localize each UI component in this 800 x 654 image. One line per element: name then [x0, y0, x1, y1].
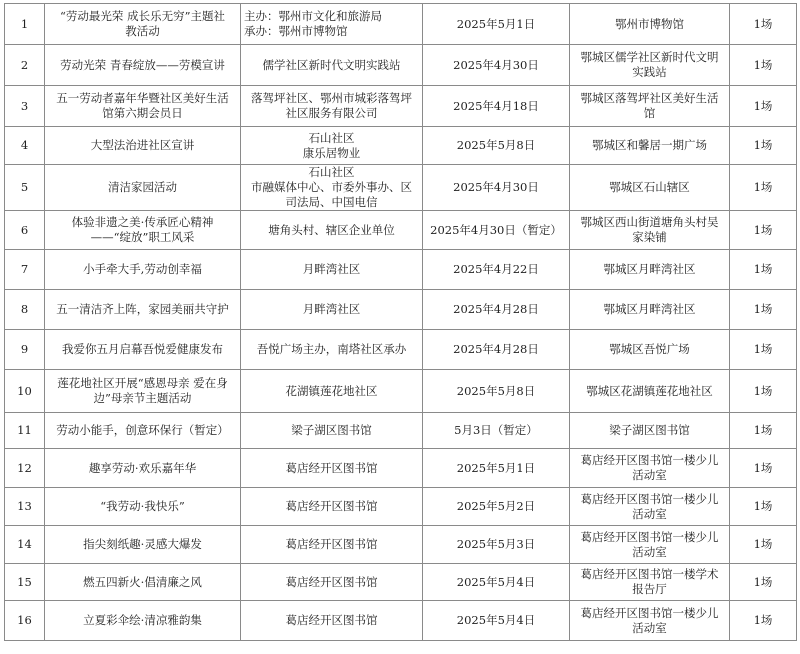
row-number-cell: 5 — [5, 165, 45, 211]
organizer-cell-line: 月畔湾社区 — [302, 302, 361, 316]
venue-cell — [570, 601, 730, 641]
row-number-cell: 15 — [5, 564, 45, 601]
session-count-cell: 1场 — [730, 127, 797, 165]
table-row — [5, 564, 797, 601]
date-cell: 2025年5月8日 — [423, 370, 570, 413]
session-count-cell: 1场 — [730, 526, 797, 564]
venue-cell-line: 葛店经开区图书馆一楼少儿 — [580, 529, 719, 544]
session-count-cell: 1场 — [730, 165, 797, 211]
date-cell: 2025年4月30日 — [423, 165, 570, 211]
organizer-cell — [241, 127, 423, 165]
activity-name-cell — [45, 127, 241, 165]
activity-name-cell — [45, 370, 241, 413]
row-number-cell: 9 — [5, 330, 45, 370]
venue-cell — [570, 4, 730, 45]
session-count-cell: 1场 — [730, 601, 797, 641]
activity-name-cell-line: 五一劳动者嘉年华暨社区美好生活 — [56, 91, 229, 105]
row-number-cell: 10 — [5, 370, 45, 413]
activity-name-cell-line: 我爱你五月启幕吾悦爱健康发布 — [62, 342, 223, 356]
organizer-cell-line: 司法局、中国电信 — [285, 195, 378, 209]
session-count-cell: 1场 — [730, 86, 797, 127]
organizer-cell-line: 市融媒体中心、市委外事办、区 — [251, 180, 412, 194]
activity-name-cell-line: 劳动光荣 青春绽放——劳模宣讲 — [60, 57, 225, 72]
venue-cell-line: 鄂城区月畔湾社区 — [603, 262, 696, 276]
organizer-cell — [241, 601, 423, 641]
organizer-cell-line: 塘角头村、辖区企业单位 — [268, 222, 395, 237]
venue-cell — [570, 211, 730, 250]
table-row — [5, 165, 797, 211]
venue-cell-line: 活动室 — [632, 620, 667, 635]
activity-name-cell-line: “劳动最光荣 成长乐无穷”主题社 — [60, 9, 225, 23]
row-number-cell: 11 — [5, 413, 45, 449]
organizer-cell — [241, 449, 423, 488]
activity-name-cell-line: 教活动 — [125, 24, 160, 38]
activity-name-cell — [45, 211, 241, 250]
date-cell: 2025年5月1日 — [423, 4, 570, 45]
organizer-cell — [241, 488, 423, 526]
row-number-cell: 7 — [5, 250, 45, 290]
table-row — [5, 250, 797, 290]
row-number-cell: 16 — [5, 601, 45, 641]
venue-cell — [570, 45, 730, 86]
activity-name-cell — [45, 4, 241, 45]
session-count-cell: 1场 — [730, 4, 797, 45]
venue-cell-line: 鄂城区花湖镇莲花地社区 — [586, 383, 713, 398]
activity-name-cell-line: ——“绽放”职工风采 — [90, 230, 195, 244]
venue-cell — [570, 290, 730, 330]
organizer-cell-line: 落驾坪社区、鄂州市城彩落驾坪 — [251, 91, 412, 105]
organizer-cell-line: 葛店经开区图书馆 — [285, 460, 378, 475]
table-row — [5, 290, 797, 330]
table-row — [5, 127, 797, 165]
session-count-cell: 1场 — [730, 45, 797, 86]
activity-name-cell-line: 清洁家园活动 — [108, 180, 177, 194]
schedule-table-body — [5, 4, 797, 641]
venue-cell — [570, 564, 730, 601]
table-row — [5, 211, 797, 250]
row-number-cell: 12 — [5, 449, 45, 488]
organizer-cell-line: 康乐居物业 — [302, 145, 361, 160]
activity-name-cell — [45, 564, 241, 601]
venue-cell-line: 鄂城区西山街道塘角头村吴 — [580, 215, 719, 229]
activity-name-cell-line: 小手牵大手,劳动创幸福 — [83, 262, 202, 276]
organizer-cell-line: 花湖镇莲花地社区 — [285, 383, 378, 398]
row-number-cell: 13 — [5, 488, 45, 526]
activity-name-cell-line: 馆第六期会员日 — [102, 106, 183, 120]
table-row — [5, 370, 797, 413]
organizer-cell — [241, 45, 423, 86]
venue-cell-line: 实践站 — [632, 65, 667, 79]
row-number-cell: 2 — [5, 45, 45, 86]
venue-cell — [570, 488, 730, 526]
venue-cell — [570, 449, 730, 488]
table-row — [5, 449, 797, 488]
activity-name-cell-line: 立夏彩伞绘·清凉雅韵集 — [83, 613, 202, 627]
session-count-cell: 1场 — [730, 370, 797, 413]
activity-name-cell — [45, 250, 241, 290]
row-number-cell: 1 — [5, 4, 45, 45]
organizer-cell — [241, 413, 423, 449]
session-count-cell: 1场 — [730, 250, 797, 290]
venue-cell-line: 葛店经开区图书馆一楼少儿 — [580, 491, 719, 506]
organizer-cell — [241, 86, 423, 127]
organizer-cell — [241, 4, 423, 45]
organizer-cell-line: 承办：鄂州市博物馆 — [244, 24, 348, 38]
venue-cell-line: 活动室 — [632, 468, 667, 482]
venue-cell-line: 鄂城区吾悦广场 — [609, 342, 690, 356]
table-row — [5, 488, 797, 526]
organizer-cell-line: 吾悦广场主办，南塔社区承办 — [256, 342, 407, 356]
activity-name-cell — [45, 86, 241, 127]
venue-cell — [570, 127, 730, 165]
venue-cell — [570, 526, 730, 564]
venue-cell-line: 报告厅 — [632, 582, 667, 596]
table-row — [5, 86, 797, 127]
session-count-cell: 1场 — [730, 290, 797, 330]
activity-name-cell-line: 劳动小能手，创意环保行（暂定） — [56, 423, 229, 437]
date-cell: 5月3日（暂定） — [423, 413, 570, 449]
venue-cell — [570, 86, 730, 127]
table-row — [5, 4, 797, 45]
session-count-cell: 1场 — [730, 330, 797, 370]
venue-cell — [570, 165, 730, 211]
venue-cell-line: 葛店经开区图书馆一楼学术 — [580, 567, 719, 581]
activity-name-cell — [45, 601, 241, 641]
row-number-cell: 14 — [5, 526, 45, 564]
venue-cell-line: 鄂城区儒学社区新时代文明 — [580, 50, 719, 64]
row-number-cell: 3 — [5, 86, 45, 127]
activity-name-cell-line: 指尖刻纸趣·灵感大爆发 — [83, 537, 202, 551]
organizer-cell-line: 葛店经开区图书馆 — [285, 574, 378, 589]
activity-name-cell — [45, 165, 241, 211]
venue-cell-line: 鄂城区石山辖区 — [609, 180, 690, 194]
activity-name-cell — [45, 526, 241, 564]
date-cell: 2025年4月30日（暂定） — [423, 211, 570, 250]
table-row — [5, 601, 797, 641]
venue-cell-line: 鄂州市博物馆 — [615, 16, 684, 31]
organizer-cell-line: 梁子湖区图书馆 — [291, 423, 372, 437]
organizer-cell — [241, 330, 423, 370]
venue-cell — [570, 330, 730, 370]
session-count-cell: 1场 — [730, 449, 797, 488]
activity-name-cell-line: 大型法治进社区宣讲 — [90, 138, 195, 152]
table-row — [5, 413, 797, 449]
venue-cell — [570, 370, 730, 413]
organizer-cell-line: 葛店经开区图书馆 — [285, 613, 378, 627]
date-cell: 2025年5月4日 — [423, 564, 570, 601]
date-cell: 2025年5月3日 — [423, 526, 570, 564]
date-cell: 2025年4月22日 — [423, 250, 570, 290]
activity-name-cell — [45, 449, 241, 488]
organizer-cell-line: 葛店经开区图书馆 — [285, 499, 378, 513]
organizer-cell — [241, 165, 423, 211]
activity-name-cell — [45, 413, 241, 449]
activity-name-cell-line: 趣享劳动·欢乐嘉年华 — [88, 460, 197, 475]
row-number-cell: 8 — [5, 290, 45, 330]
venue-cell-line: 鄂城区月畔湾社区 — [603, 302, 696, 316]
venue-cell-line: 鄂城区落驾坪社区美好生活 — [580, 91, 719, 105]
date-cell: 2025年5月4日 — [423, 601, 570, 641]
activity-name-cell — [45, 45, 241, 86]
venue-cell-line: 梁子湖区图书馆 — [609, 423, 690, 437]
activity-name-cell-line: 体验非遗之美·传承匠心精神 — [71, 215, 214, 229]
activity-name-cell-line: 边”母亲节主题活动 — [93, 391, 192, 405]
activity-name-cell-line: 五一清洁齐上阵，家园美丽共守护 — [56, 302, 229, 316]
activity-name-cell-line: 燃五四新火·倡清廉之风 — [83, 574, 202, 589]
table-row — [5, 45, 797, 86]
venue-cell-line: 葛店经开区图书馆一楼少儿 — [580, 453, 719, 467]
activity-schedule-sheet — [4, 3, 796, 641]
venue-cell — [570, 413, 730, 449]
session-count-cell: 1场 — [730, 211, 797, 250]
organizer-cell — [241, 290, 423, 330]
organizer-cell-line: 儒学社区新时代文明实践站 — [262, 57, 401, 72]
session-count-cell: 1场 — [730, 488, 797, 526]
venue-cell-line: 葛店经开区图书馆一楼少儿 — [580, 605, 719, 620]
organizer-cell — [241, 250, 423, 290]
activity-name-cell-line: 莲花地社区开展“感恩母亲 爱在身 — [57, 376, 228, 390]
row-number-cell: 4 — [5, 127, 45, 165]
venue-cell-line: 馆 — [643, 106, 656, 120]
date-cell: 2025年5月2日 — [423, 488, 570, 526]
table-row — [5, 526, 797, 564]
venue-cell-line: 家染铺 — [632, 230, 667, 244]
organizer-cell — [241, 370, 423, 413]
date-cell: 2025年5月8日 — [423, 127, 570, 165]
venue-cell-line: 鄂城区和馨居一期广场 — [592, 138, 707, 152]
date-cell: 2025年4月28日 — [423, 290, 570, 330]
organizer-cell — [241, 526, 423, 564]
date-cell: 2025年4月28日 — [423, 330, 570, 370]
date-cell: 2025年4月18日 — [423, 86, 570, 127]
activity-name-cell — [45, 290, 241, 330]
organizer-cell-line: 月畔湾社区 — [302, 262, 361, 276]
session-count-cell: 1场 — [730, 564, 797, 601]
table-row — [5, 330, 797, 370]
organizer-cell-line: 社区服务有限公司 — [285, 106, 378, 120]
date-cell: 2025年4月30日 — [423, 45, 570, 86]
session-count-cell: 1场 — [730, 413, 797, 449]
activity-name-cell — [45, 330, 241, 370]
organizer-cell-line: 葛店经开区图书馆 — [285, 537, 378, 551]
organizer-cell-line: 石山社区 — [308, 130, 355, 145]
date-cell: 2025年5月1日 — [423, 449, 570, 488]
venue-cell — [570, 250, 730, 290]
venue-cell-line: 活动室 — [632, 544, 667, 559]
organizer-cell — [241, 211, 423, 250]
activity-name-cell-line: “我劳动·我快乐” — [100, 499, 185, 513]
organizer-cell-line: 石山社区 — [308, 165, 355, 179]
organizer-cell — [241, 564, 423, 601]
activity-schedule-table — [4, 3, 797, 641]
row-number-cell: 6 — [5, 211, 45, 250]
activity-name-cell — [45, 488, 241, 526]
venue-cell-line: 活动室 — [632, 506, 667, 521]
organizer-cell-line: 主办：鄂州市文化和旅游局 — [244, 9, 382, 23]
